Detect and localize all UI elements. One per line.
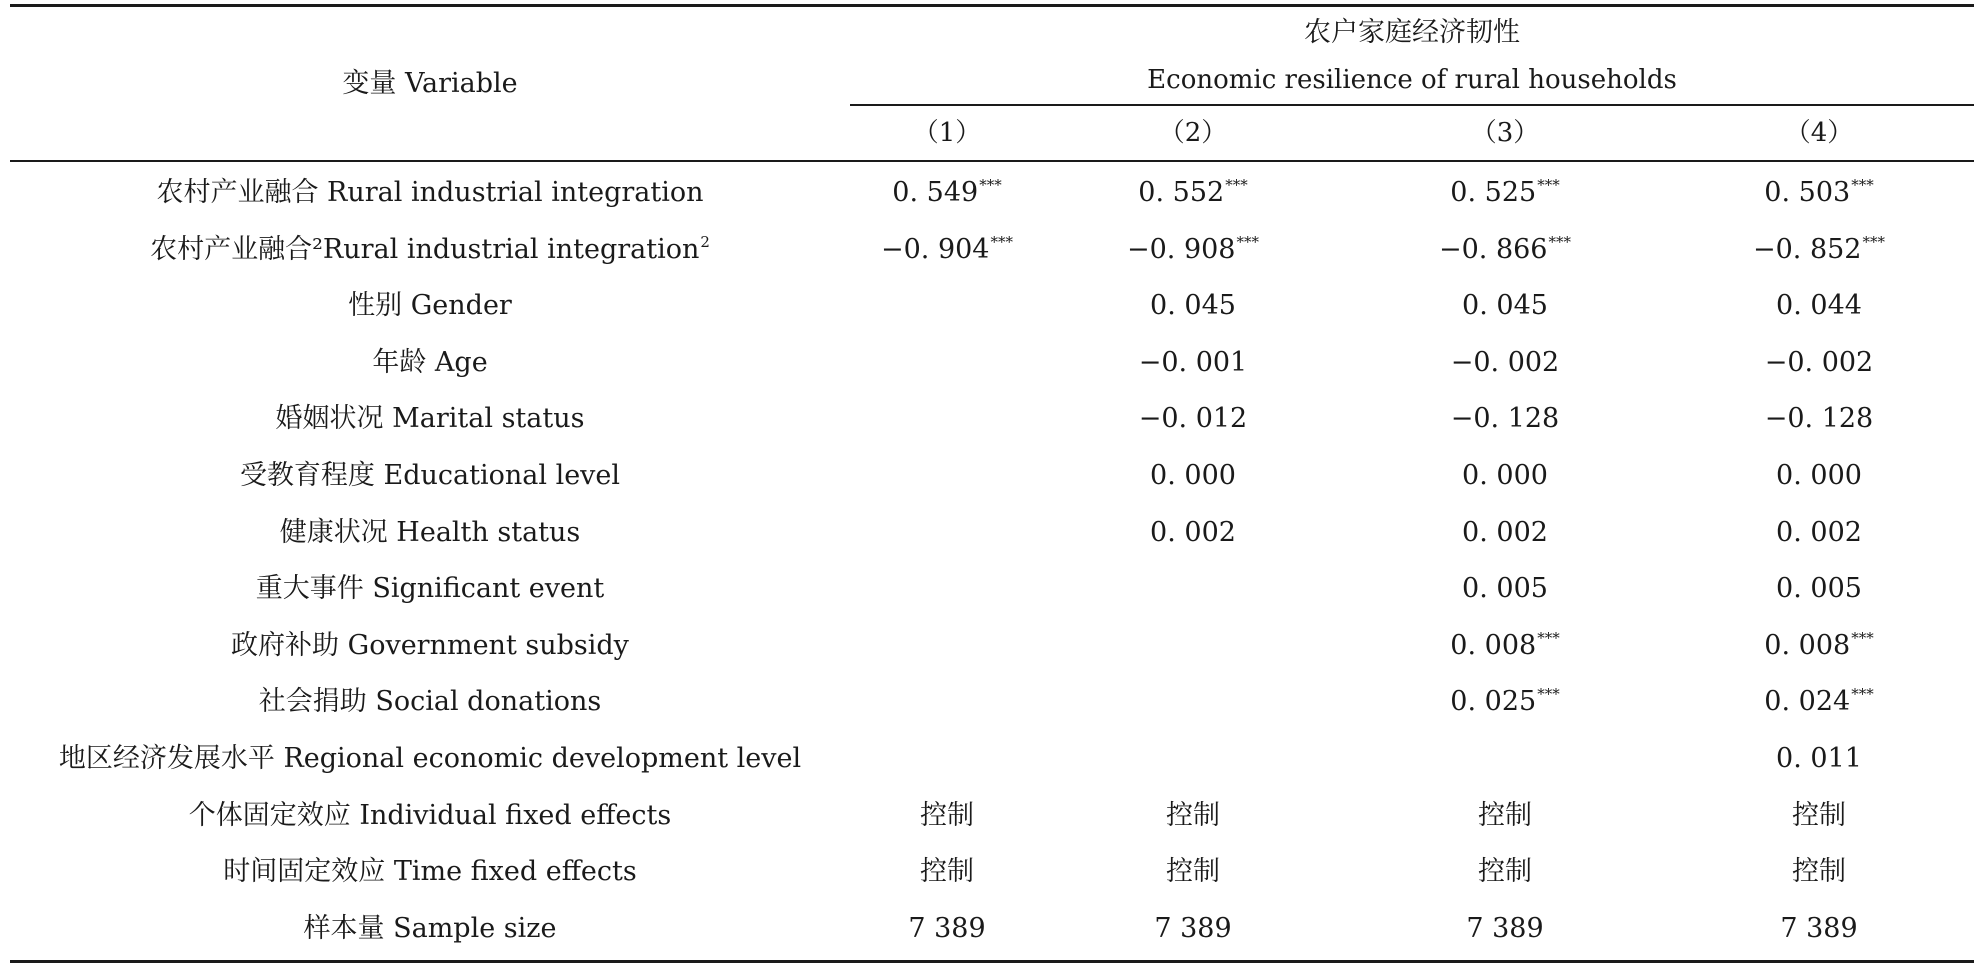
coefficient-value: 0. 008 bbox=[1764, 629, 1851, 661]
table-row bbox=[10, 447, 1974, 504]
group-span-rule bbox=[850, 104, 1974, 106]
table-row bbox=[10, 843, 1974, 900]
table-cell bbox=[1722, 843, 1916, 900]
table-row bbox=[10, 390, 1974, 447]
group-title-zh: 农户家庭经济韧性 bbox=[1304, 17, 1520, 48]
coefficient-value: 控制 bbox=[920, 799, 974, 831]
table-row bbox=[10, 560, 1974, 617]
variable-label bbox=[10, 560, 850, 617]
variable-label-text: 健康状况 Health status bbox=[279, 516, 581, 548]
table-cell bbox=[1096, 390, 1290, 447]
significance-stars: *** bbox=[1537, 685, 1560, 704]
variable-label bbox=[10, 164, 850, 221]
table-cell bbox=[1096, 164, 1290, 221]
coefficient-value: 0. 008 bbox=[1450, 629, 1537, 661]
variable-label bbox=[10, 900, 850, 957]
column-number-3: （3） bbox=[1470, 118, 1540, 148]
variable-label bbox=[10, 673, 850, 730]
significance-stars: *** bbox=[1862, 232, 1885, 251]
variable-label bbox=[10, 843, 850, 900]
coefficient-value: 0. 045 bbox=[1462, 290, 1548, 322]
coefficient-value: 0. 552 bbox=[1138, 177, 1225, 208]
significance-stars: *** bbox=[979, 176, 1002, 194]
variable-label bbox=[10, 617, 850, 674]
significance-stars: *** bbox=[1851, 176, 1874, 194]
coefficient-value: 控制 bbox=[920, 856, 974, 888]
coefficient-value: −0. 002 bbox=[1450, 346, 1560, 378]
bottom-rule bbox=[10, 960, 1974, 963]
significance-stars: *** bbox=[1851, 628, 1874, 647]
table-cell bbox=[1096, 277, 1290, 334]
variable-label-text: 社会捐助 Social donations bbox=[258, 686, 602, 718]
table-cell bbox=[1722, 447, 1916, 504]
table-cell bbox=[1722, 730, 1916, 787]
table-row bbox=[10, 730, 1974, 787]
table-cell bbox=[850, 221, 1044, 278]
significance-stars: *** bbox=[1537, 628, 1560, 647]
header-rule bbox=[10, 160, 1974, 162]
variable-label bbox=[10, 277, 850, 334]
coefficient-value: 0. 044 bbox=[1776, 290, 1862, 322]
group-title-en: Economic resilience of rural households bbox=[1147, 65, 1677, 95]
table-cell bbox=[850, 787, 1044, 844]
coefficient-value: 0. 025 bbox=[1450, 686, 1537, 718]
coefficient-value: 0. 525 bbox=[1450, 177, 1537, 208]
coefficient-value: 控制 bbox=[1478, 799, 1532, 831]
table-row bbox=[10, 787, 1974, 844]
coefficient-value: 0. 024 bbox=[1764, 686, 1851, 718]
variable-label bbox=[10, 730, 850, 787]
coefficient-value: 控制 bbox=[1478, 856, 1532, 888]
coefficient-value: 0. 002 bbox=[1776, 516, 1862, 548]
table-row bbox=[10, 221, 1974, 278]
variable-label-text: 样本量 Sample size bbox=[303, 912, 557, 944]
table-cell bbox=[1096, 221, 1290, 278]
coefficient-value: −0. 866 bbox=[1438, 233, 1548, 265]
coefficient-value: 控制 bbox=[1792, 799, 1846, 831]
coefficient-value: 7 389 bbox=[1466, 912, 1544, 944]
table-row bbox=[10, 504, 1974, 561]
variable-label bbox=[10, 504, 850, 561]
table-cell bbox=[1408, 560, 1602, 617]
table-cell bbox=[1722, 617, 1916, 674]
coefficient-value: 0. 045 bbox=[1150, 290, 1236, 322]
table-cell bbox=[1408, 334, 1602, 391]
coefficient-value: 控制 bbox=[1166, 799, 1220, 831]
table-cell bbox=[1722, 673, 1916, 730]
column-number-1: （1） bbox=[912, 118, 982, 148]
coefficient-value: 0. 549 bbox=[892, 177, 979, 208]
column-number-4: （4） bbox=[1784, 118, 1854, 148]
table-cell bbox=[1408, 221, 1602, 278]
variable-label-text: 受教育程度 Educational level bbox=[239, 460, 621, 491]
variable-label-text: 年龄 Age bbox=[372, 346, 488, 378]
variable-column-header: 变量 Variable bbox=[342, 68, 518, 99]
table-cell bbox=[1722, 334, 1916, 391]
coefficient-value: 0. 000 bbox=[1150, 460, 1236, 491]
table-cell bbox=[850, 164, 1044, 221]
table-row bbox=[10, 673, 1974, 730]
table-row bbox=[10, 334, 1974, 391]
coefficient-value: −0. 012 bbox=[1138, 403, 1248, 435]
coefficient-value: −0. 908 bbox=[1126, 233, 1236, 265]
variable-label-text: 农村产业融合 Rural industrial integration bbox=[156, 177, 704, 208]
table-row bbox=[10, 900, 1974, 957]
table-cell bbox=[1096, 843, 1290, 900]
significance-stars: *** bbox=[1548, 232, 1571, 251]
variable-label-text: 时间固定效应 Time fixed effects bbox=[223, 856, 637, 888]
top-rule bbox=[10, 4, 1974, 7]
table-cell bbox=[1408, 447, 1602, 504]
significance-stars: *** bbox=[1225, 176, 1248, 194]
variable-label-text: 婚姻状况 Marital status bbox=[275, 403, 585, 435]
variable-label bbox=[10, 221, 850, 278]
coefficient-value: 0. 000 bbox=[1776, 460, 1862, 491]
significance-stars: *** bbox=[1537, 176, 1560, 194]
variable-label-text: 地区经济发展水平 Regional economic development level bbox=[58, 743, 802, 774]
coefficient-value: 7 389 bbox=[1780, 912, 1858, 944]
variable-label bbox=[10, 447, 850, 504]
coefficient-value: 7 389 bbox=[908, 912, 986, 944]
coefficient-value: 0. 005 bbox=[1462, 573, 1548, 605]
table-cell bbox=[1408, 843, 1602, 900]
coefficient-value: 0. 503 bbox=[1764, 177, 1851, 208]
table-cell bbox=[1096, 334, 1290, 391]
significance-stars: *** bbox=[1236, 232, 1259, 251]
table-row bbox=[10, 277, 1974, 334]
variable-label bbox=[10, 787, 850, 844]
significance-stars: *** bbox=[1851, 685, 1874, 704]
variable-superscript: 2 bbox=[700, 232, 710, 251]
coefficient-value: 控制 bbox=[1792, 856, 1846, 888]
table-cell bbox=[1722, 390, 1916, 447]
table-cell bbox=[1408, 900, 1602, 957]
variable-label-text: 个体固定效应 Individual fixed effects bbox=[188, 799, 672, 831]
variable-label-text: 政府补助 Government subsidy bbox=[231, 629, 629, 661]
table-cell bbox=[850, 900, 1044, 957]
table-cell bbox=[1722, 560, 1916, 617]
table-cell bbox=[1722, 277, 1916, 334]
coefficient-value: −0. 128 bbox=[1450, 403, 1560, 435]
variable-label-text: 性别 Gender bbox=[348, 290, 512, 322]
table-row bbox=[10, 164, 1974, 221]
table-cell bbox=[1408, 277, 1602, 334]
coefficient-value: 0. 002 bbox=[1150, 516, 1236, 548]
table-cell bbox=[1096, 900, 1290, 957]
coefficient-value: −0. 001 bbox=[1138, 346, 1248, 378]
table-cell bbox=[1408, 673, 1602, 730]
table-cell bbox=[1096, 504, 1290, 561]
column-number-2: （2） bbox=[1158, 118, 1228, 148]
variable-label-text: 重大事件 Significant event bbox=[255, 573, 605, 605]
table-cell bbox=[850, 843, 1044, 900]
table-cell bbox=[1722, 787, 1916, 844]
coefficient-value: 0. 000 bbox=[1462, 460, 1548, 491]
table-cell bbox=[1096, 447, 1290, 504]
table-cell bbox=[1722, 164, 1916, 221]
table-cell bbox=[1722, 900, 1916, 957]
coefficient-value: 0. 005 bbox=[1776, 573, 1862, 605]
table-cell bbox=[1722, 504, 1916, 561]
table-cell bbox=[1408, 164, 1602, 221]
table-cell bbox=[1408, 390, 1602, 447]
variable-label bbox=[10, 334, 850, 391]
coefficient-value: −0. 002 bbox=[1764, 346, 1874, 378]
table-cell bbox=[1408, 617, 1602, 674]
coefficient-value: 控制 bbox=[1166, 856, 1220, 888]
coefficient-value: 0. 011 bbox=[1776, 743, 1862, 774]
variable-label-text: 农村产业融合²Rural industrial integration bbox=[150, 233, 700, 265]
significance-stars: *** bbox=[990, 232, 1013, 251]
table-cell bbox=[1408, 787, 1602, 844]
table-cell bbox=[1408, 504, 1602, 561]
table-cell bbox=[1722, 221, 1916, 278]
variable-label bbox=[10, 390, 850, 447]
coefficient-value: −0. 852 bbox=[1752, 233, 1862, 265]
coefficient-value: −0. 904 bbox=[880, 233, 990, 265]
coefficient-value: 7 389 bbox=[1154, 912, 1232, 944]
table-cell bbox=[1096, 787, 1290, 844]
table-row bbox=[10, 617, 1974, 674]
coefficient-value: −0. 128 bbox=[1764, 403, 1874, 435]
coefficient-value: 0. 002 bbox=[1462, 516, 1548, 548]
